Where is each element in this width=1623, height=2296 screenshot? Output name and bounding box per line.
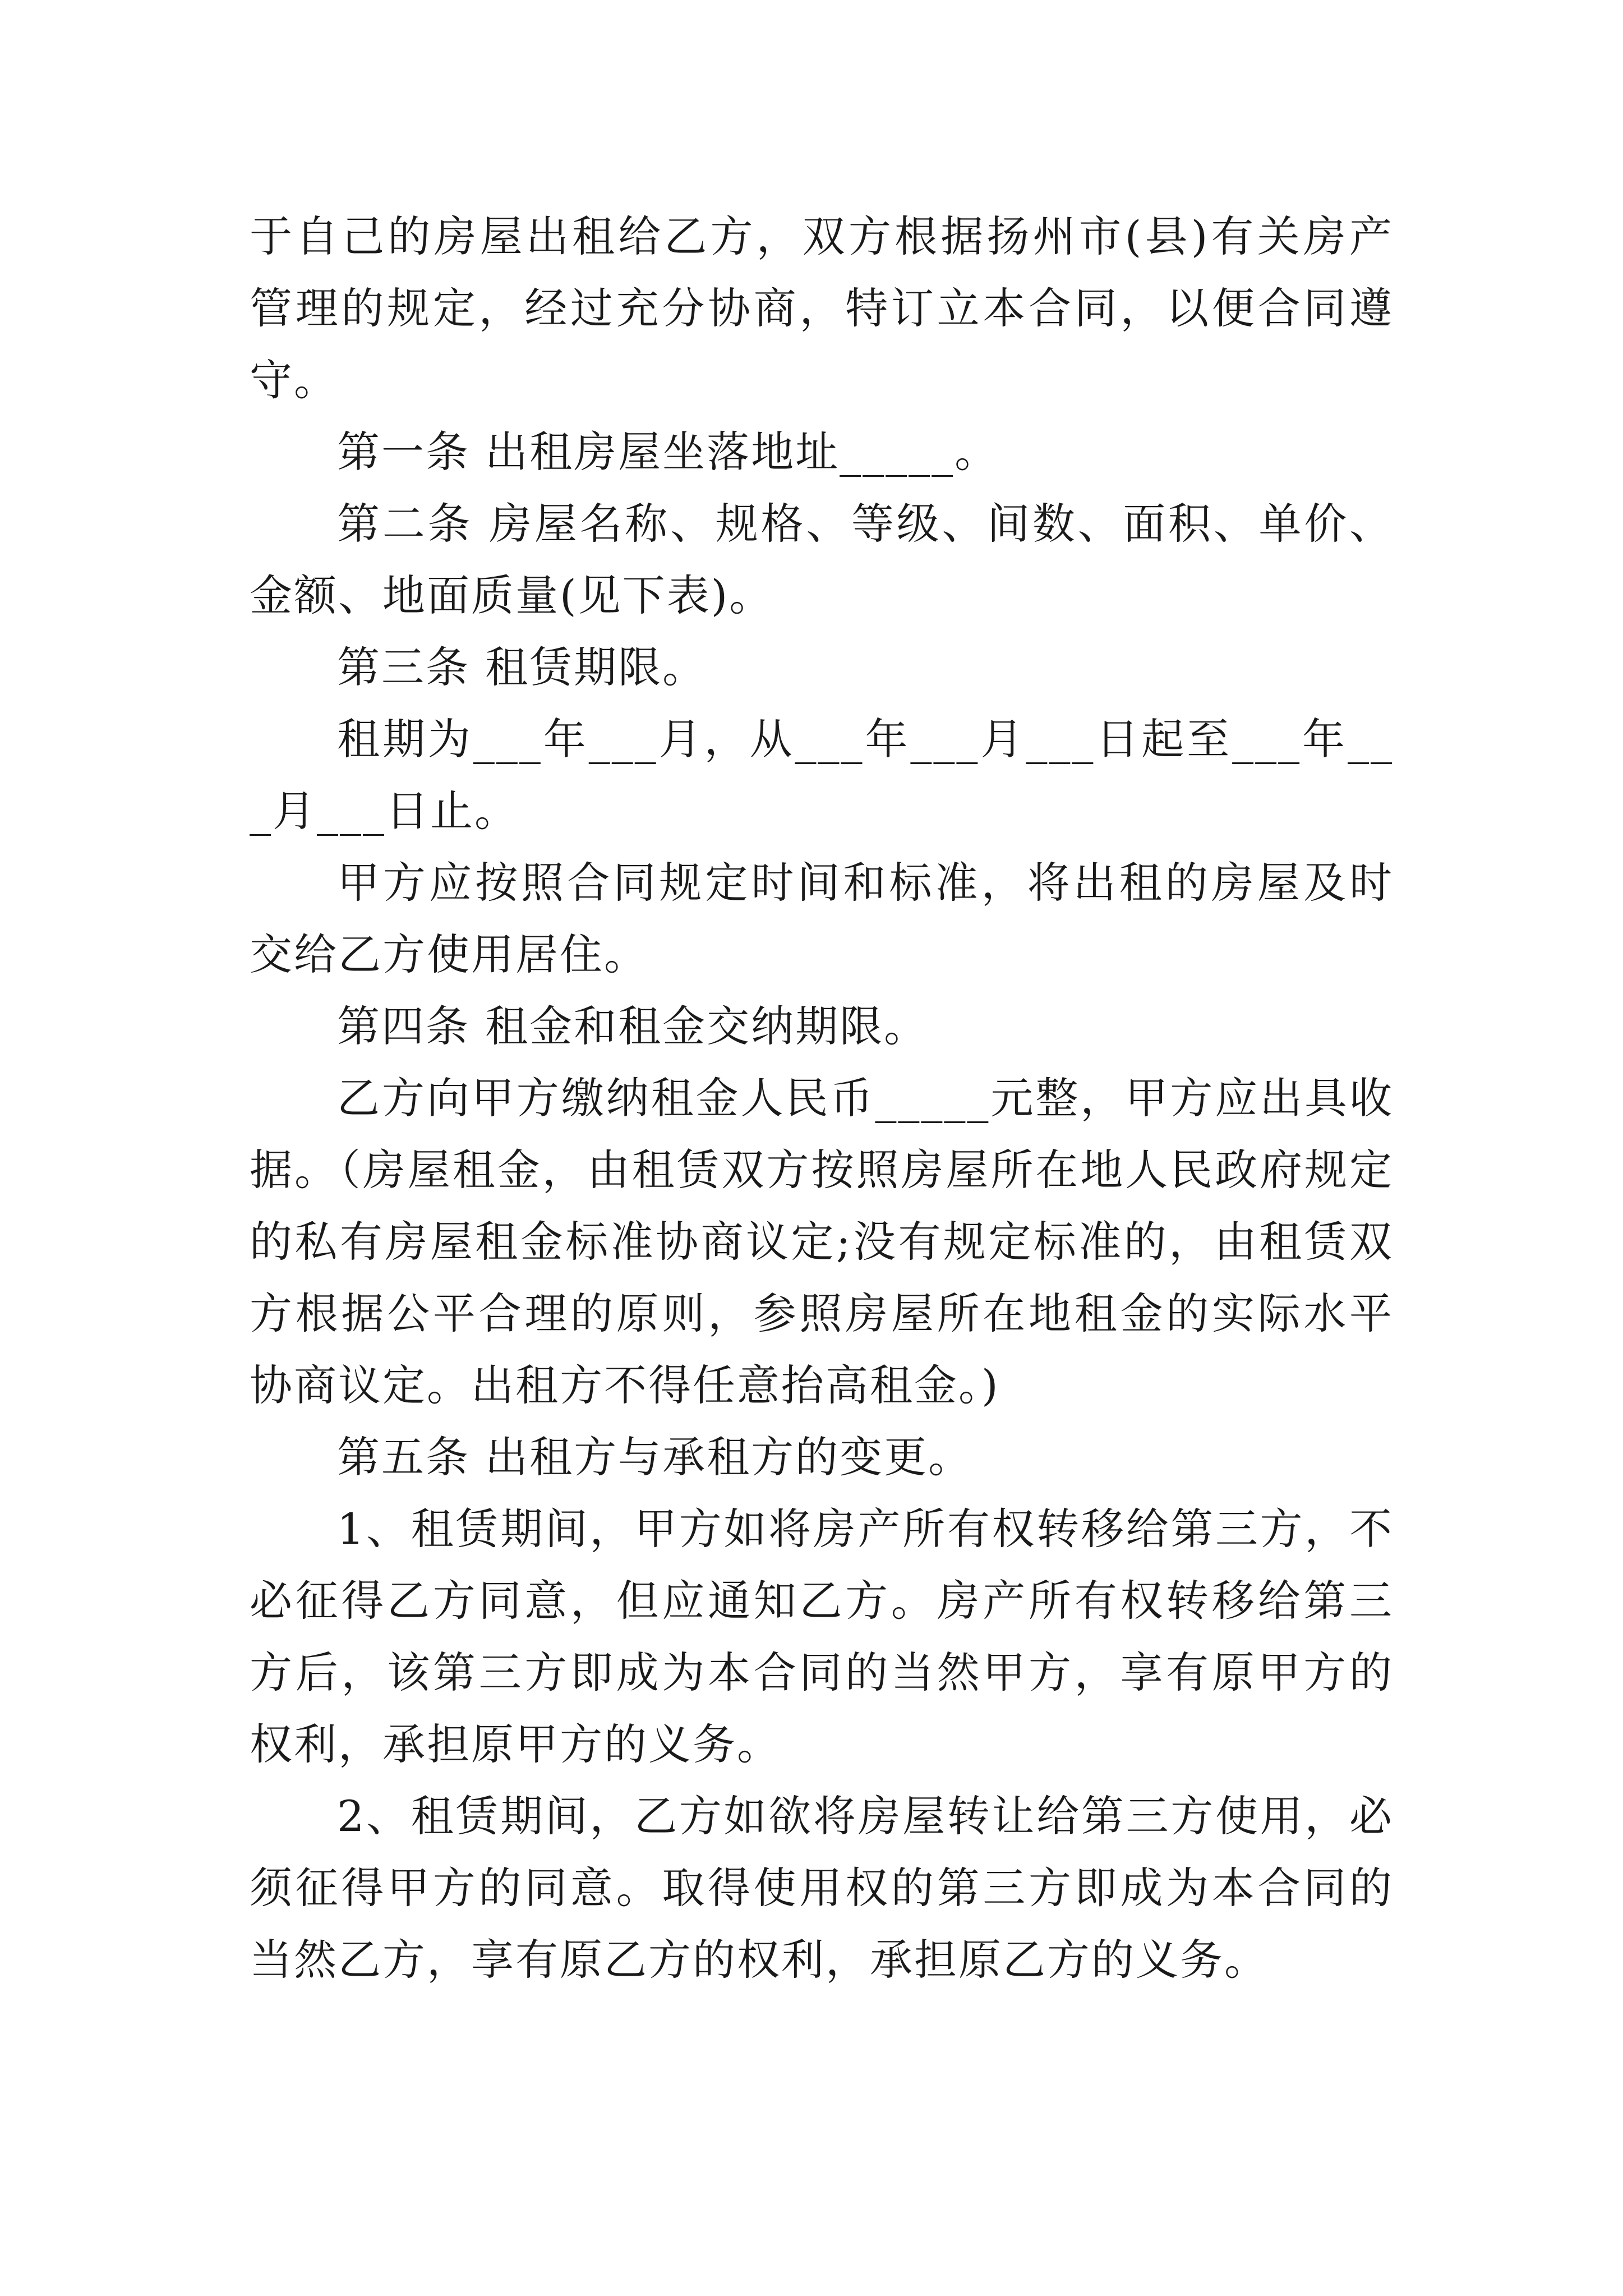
- article-5-heading: 第五条 出租方与承租方的变更。: [337, 1432, 973, 1482]
- article-2-house-details: 第二条 房屋名称、规格、等级、间数、面积、单价、金额、地面质量(见下表)。: [250, 499, 1394, 620]
- article-1-address: 第一条 出租房屋坐落地址_____。: [337, 427, 999, 477]
- article-3-heading: 第三条 租赁期限。: [337, 642, 707, 692]
- article-5-clause-1: 1、租赁期间，甲方如将房产所有权转移给第三方，不必征得乙方同意，但应通知乙方。房产所有权转移给第三方后，该第三方即成为本合同的当然甲方，享有原甲方的权利，承担原甲方的义务。: [250, 1504, 1394, 1769]
- article-3-delivery: 甲方应按照合同规定时间和标准，将出租的房屋及时交给乙方使用居住。: [250, 858, 1394, 979]
- article-4-rent-payment: 乙方向甲方缴纳租金人民币_____元整，甲方应出具收据。（房屋租金，由租赁双方按照房屋所在地人民政府规定的私有房屋租金标准协商议定;没有规定标准的，由租赁双方根据公平合理的原则，参照房屋所在地租金的实际水平协商议定。出租方不得任意抬高租金。): [250, 1073, 1394, 1410]
- document-body: [250, 201, 1394, 1996]
- article-4-heading: 第四条 租金和租金交纳期限。: [337, 1001, 929, 1051]
- article-5-clause-2: 2、租赁期间，乙方如欲将房屋转让给第三方使用，必须征得甲方的同意。取得使用权的第三方即成为本合同的当然乙方，享有原乙方的权利，承担原乙方的义务。: [250, 1791, 1394, 1985]
- article-3-lease-term: 租期为___年___月，从___年___月___日起至___年___月___日止。: [250, 714, 1394, 836]
- paragraph-opening: 于自己的房屋出租给乙方，双方根据扬州市(县)有关房产管理的规定，经过充分协商，特订立本合同，以便合同遵守。: [250, 211, 1394, 405]
